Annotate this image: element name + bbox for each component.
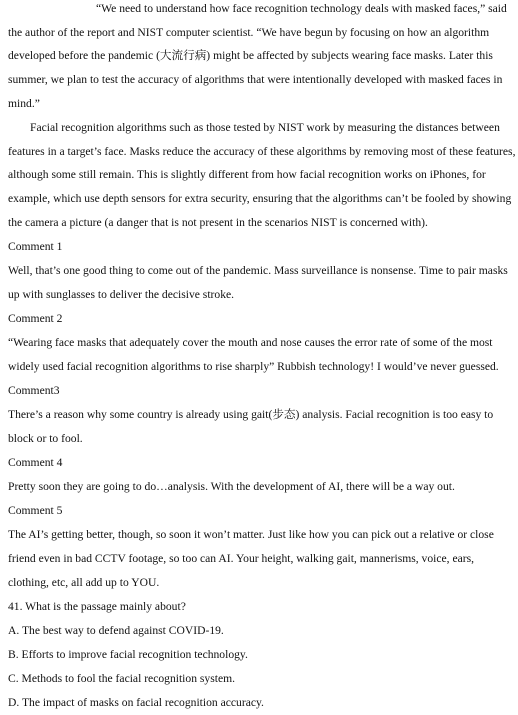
comment-4-label: Comment 4 [8, 456, 63, 469]
article-p1-line-5: mind.” [8, 97, 40, 110]
comment-5-line-1: The AI’s getting better, though, so soon it won’t matter. Just like how you can pick out a relative or close [8, 528, 494, 541]
comment-2-line-1: “Wearing face masks that adequately cover the mouth and nose causes the error rate of some of the most [8, 336, 493, 349]
comment-1-line-2: up with sunglasses to deliver the decisive stroke. [8, 288, 235, 301]
article-p2-line-4: example, which use depth sensors for extra security, ensuring that the algorithms can’t be fooled by showing [8, 192, 512, 205]
comment-3-label: Comment3 [8, 384, 60, 397]
article-p2-line-2: features in a target’s face. Masks reduce the accuracy of these algorithms by removing most of these features, [8, 145, 516, 158]
article-p1-line-4: summer, we plan to test the accuracy of algorithms that were intentionally developed with masked faces in [8, 73, 503, 86]
option-b: B. Efforts to improve facial recognition technology. [8, 648, 248, 661]
article-p1-line-3: developed before the pandemic (大流行病) might be affected by subjects wearing face masks. Later this [8, 49, 493, 62]
comment-5-line-2: friend even in bad CCTV footage, so too can AI. Your height, walking gait, mannerisms, voice, ears, [8, 552, 475, 565]
question-stem: 41. What is the passage mainly about? [8, 600, 186, 613]
article-p2-line-1: Facial recognition algorithms such as those tested by NIST work by measuring the distances between [30, 121, 500, 134]
comment-1-label: Comment 1 [8, 240, 63, 253]
option-c: C. Methods to fool the facial recognition system. [8, 672, 236, 685]
comment-5-line-3: clothing, etc, all add up to YOU. [8, 576, 160, 589]
comment-5-label: Comment 5 [8, 504, 63, 517]
article-p1-line-2: the author of the report and NIST computer scientist. “We have begun by focusing on how an algorithm [8, 26, 490, 39]
article-p2-line-5: the camera a picture (a danger that is not present in the scenarios NIST is concerned with). [8, 216, 428, 229]
comment-2-line-2: widely used facial recognition algorithms to rise sharply” Rubbish technology! I would’ve never guessed. [8, 360, 499, 373]
comment-1-line-1: Well, that’s one good thing to come out of the pandemic. Mass surveillance is nonsense. Time to pair masks [8, 264, 508, 277]
comment-3-line-2: block or to fool. [8, 432, 83, 445]
comment-4-line-1: Pretty soon they are going to do…analysis. With the development of AI, there will be a way out. [8, 480, 455, 493]
article-p2-line-3: although some still remain. This is slightly different from how facial recognition works on iPhones, for [8, 168, 486, 181]
option-a: A. The best way to defend against COVID-19. [8, 624, 224, 637]
comment-2-label: Comment 2 [8, 312, 63, 325]
option-d: D. The impact of masks on facial recognition accuracy. [8, 696, 264, 709]
article-p1-line-1: “We need to understand how face recognition technology deals with masked faces,” said [96, 2, 507, 15]
comment-3-line-1: There’s a reason why some country is already using gait(步态) analysis. Facial recognition is too easy to [8, 408, 494, 421]
